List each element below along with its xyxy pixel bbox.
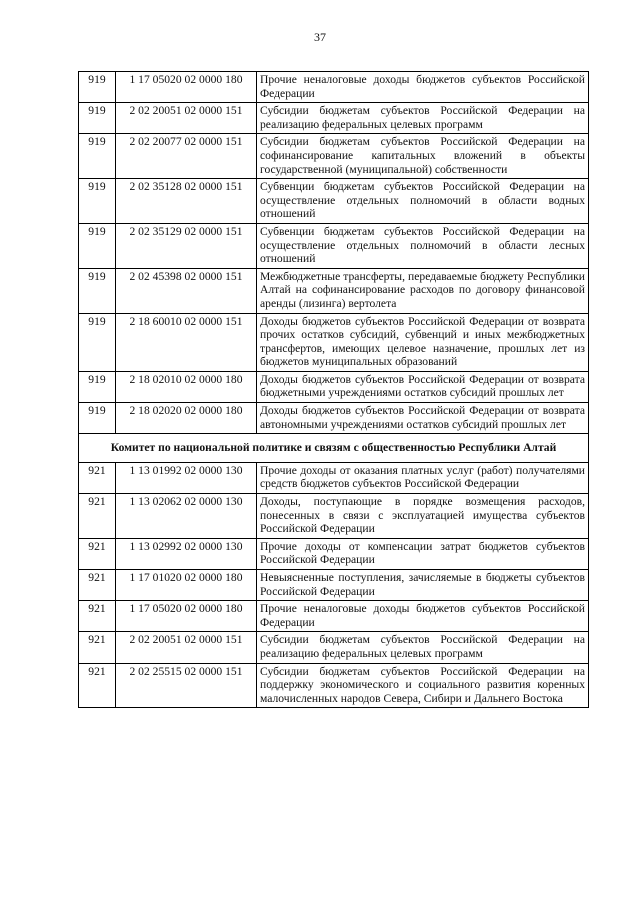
revenue-codes-table <box>78 71 589 708</box>
revenue-name-cell: Прочие доходы от оказания платных услуг (работ) получателями средств бюджетов субъектов Российской Федерации <box>257 462 589 493</box>
table-row <box>79 538 589 569</box>
revenue-name-cell: Доходы бюджетов субъектов Российской Федерации от возврата бюджетными учреждениями остатков субсидий прошлых лет <box>257 371 589 402</box>
table-row <box>79 403 589 434</box>
budget-code-cell: 2 18 02010 02 0000 180 <box>116 371 257 402</box>
budget-code-cell: 2 02 25515 02 0000 151 <box>116 663 257 708</box>
table-row <box>79 313 589 371</box>
admin-code-cell: 921 <box>79 570 116 601</box>
admin-code-cell: 921 <box>79 538 116 569</box>
admin-code-cell: 921 <box>79 601 116 632</box>
budget-code-cell: 1 17 01020 02 0000 180 <box>116 570 257 601</box>
table-row <box>79 223 589 268</box>
budget-code-cell: 1 13 02062 02 0000 130 <box>116 494 257 539</box>
admin-code-cell: 919 <box>79 103 116 134</box>
table-row <box>79 494 589 539</box>
revenue-name-cell: Субсидии бюджетам субъектов Российской Федерации на реализацию федеральных целевых программ <box>257 103 589 134</box>
admin-code-cell: 919 <box>79 134 116 179</box>
table-body <box>79 72 589 708</box>
table-row <box>79 268 589 313</box>
table-row <box>79 371 589 402</box>
revenue-name-cell: Субвенции бюджетам субъектов Российской Федерации на осуществление отдельных полномочий в области водных отношений <box>257 179 589 224</box>
table-row <box>79 103 589 134</box>
revenue-name-cell: Доходы, поступающие в порядке возмещения расходов, понесенных в связи с эксплуатацией имущества субъектов Российской Федерации <box>257 494 589 539</box>
budget-code-cell: 2 18 60010 02 0000 151 <box>116 313 257 371</box>
budget-code-cell: 1 13 01992 02 0000 130 <box>116 462 257 493</box>
budget-code-cell: 1 17 05020 02 0000 180 <box>116 601 257 632</box>
table-row <box>79 601 589 632</box>
table-row <box>79 134 589 179</box>
revenue-name-cell: Субвенции бюджетам субъектов Российской Федерации на осуществление отдельных полномочий в области лесных отношений <box>257 223 589 268</box>
revenue-name-cell: Субсидии бюджетам субъектов Российской Федерации на реализацию федеральных целевых программ <box>257 632 589 663</box>
table-row <box>79 570 589 601</box>
page-number: 37 <box>314 30 326 44</box>
table-row <box>79 72 589 103</box>
section-header-row <box>79 434 589 463</box>
budget-code-cell: 2 02 35128 02 0000 151 <box>116 179 257 224</box>
revenue-name-cell: Невыясненные поступления, зачисляемые в бюджеты субъектов Российской Федерации <box>257 570 589 601</box>
budget-code-cell: 2 02 35129 02 0000 151 <box>116 223 257 268</box>
admin-code-cell: 919 <box>79 223 116 268</box>
admin-code-cell: 919 <box>79 268 116 313</box>
budget-code-cell: 2 18 02020 02 0000 180 <box>116 403 257 434</box>
revenue-name-cell: Межбюджетные трансферты, передаваемые бюджету Республики Алтай на софинансирование расходов по договору финансовой аренды (лизинга) вертолета <box>257 268 589 313</box>
revenue-name-cell: Прочие доходы от компенсации затрат бюджетов субъектов Российской Федерации <box>257 538 589 569</box>
budget-code-cell: 2 02 20051 02 0000 151 <box>116 103 257 134</box>
admin-code-cell: 921 <box>79 663 116 708</box>
admin-code-cell: 921 <box>79 494 116 539</box>
budget-code-cell: 2 02 20077 02 0000 151 <box>116 134 257 179</box>
admin-code-cell: 919 <box>79 403 116 434</box>
admin-code-cell: 921 <box>79 462 116 493</box>
revenue-name-cell: Прочие неналоговые доходы бюджетов субъектов Российской Федерации <box>257 72 589 103</box>
revenue-name-cell: Доходы бюджетов субъектов Российской Федерации от возврата автономными учреждениями остатков субсидий прошлых лет <box>257 403 589 434</box>
budget-code-cell: 1 17 05020 02 0000 180 <box>116 72 257 103</box>
budget-code-cell: 1 13 02992 02 0000 130 <box>116 538 257 569</box>
admin-code-cell: 921 <box>79 632 116 663</box>
table-row <box>79 462 589 493</box>
table-row <box>79 663 589 708</box>
revenue-name-cell: Прочие неналоговые доходы бюджетов субъектов Российской Федерации <box>257 601 589 632</box>
budget-code-cell: 2 02 20051 02 0000 151 <box>116 632 257 663</box>
admin-code-cell: 919 <box>79 313 116 371</box>
revenue-name-cell: Субсидии бюджетам субъектов Российской Федерации на поддержку экономического и социального развития коренных малочисленных народов Севера, Сибири и Дальнего Востока <box>257 663 589 708</box>
table-row <box>79 179 589 224</box>
revenue-name-cell: Субсидии бюджетам субъектов Российской Федерации на софинансирование капитальных вложений в объекты государственной (муниципальной) собственности <box>257 134 589 179</box>
admin-code-cell: 919 <box>79 371 116 402</box>
revenue-name-cell: Доходы бюджетов субъектов Российской Федерации от возврата прочих остатков субсидий, субвенций и иных межбюджетных трансфертов, имеющих целевое назначение, прошлых лет из бюджетов муниципальных образований <box>257 313 589 371</box>
table-row <box>79 632 589 663</box>
admin-code-cell: 919 <box>79 179 116 224</box>
budget-code-cell: 2 02 45398 02 0000 151 <box>116 268 257 313</box>
section-title: Комитет по национальной политике и связям с общественностью Республики Алтай <box>79 434 589 463</box>
admin-code-cell: 919 <box>79 72 116 103</box>
